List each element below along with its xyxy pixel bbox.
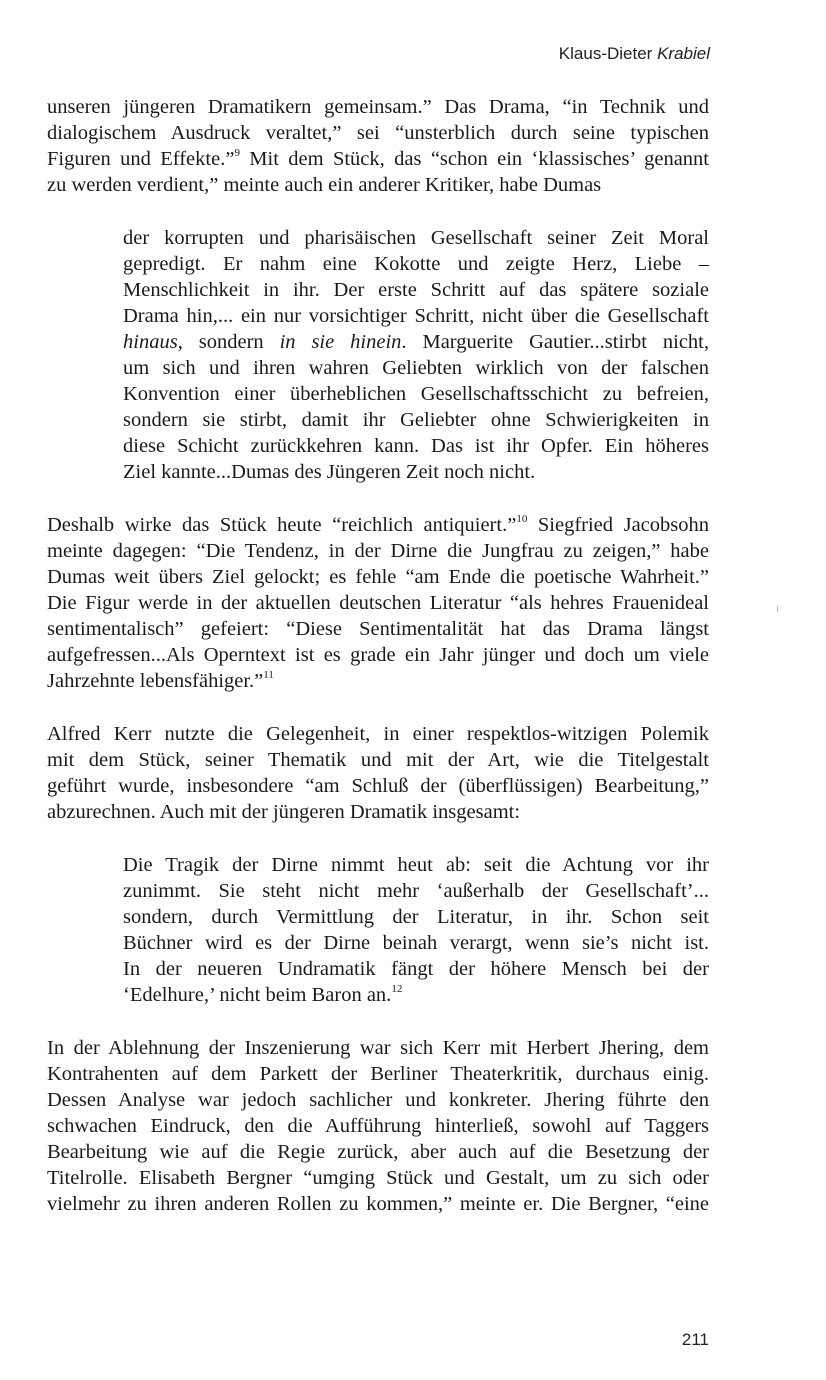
quote-line: um sich und ihren wahren Geliebten wirklich von der falschen <box>123 357 709 379</box>
text-line: zu werden verdient,” meinte auch ein anderer Kritiker, habe Dumas <box>47 174 602 196</box>
text-line: vielmehr zu ihren anderen Rollen zu kommen,” meinte er. Die Bergner, “eine <box>47 1193 709 1215</box>
text-line: Kontrahenten auf dem Parkett der Berliner Theaterkritik, durchaus einig. <box>47 1063 709 1085</box>
text-line: Dessen Analyse war jedoch sachlicher und konkreter. Jhering führte den <box>47 1089 709 1111</box>
quote-line: ‘Edelhure,’ nicht beim Baron an.$^{12}$ <box>123 983 403 1006</box>
quote-line: der korrupten und pharisäischen Gesellschaft seiner Zeit Moral <box>123 227 709 249</box>
header-author-first: Klaus-Dieter <box>558 44 653 63</box>
text-line: Jahrzehnte lebensfähiger.”$^{11}$ <box>47 669 274 692</box>
quote-line: Büchner wird es der Dirne beinah verargt, wenn sie’s nicht ist. <box>123 932 709 954</box>
quote-line: hinaus, sondern in sie hinein. Marguerite Gautier...stirbt nicht, <box>123 331 709 353</box>
text-line: Dumas weit übers Ziel gelockt; es fehle “am Ende die poetische Wahrheit.” <box>47 566 709 588</box>
text-line: aufgefressen...Als Operntext ist es grade ein Jahr jünger und doch um viele <box>47 644 709 666</box>
footnote-ref-12: 12 <box>391 983 403 995</box>
text-line: mit dem Stück, seiner Thematik und mit der Art, wie die Titelgestalt <box>47 749 709 771</box>
text-line: In der Ablehnung der Inszenierung war sich Kerr mit Herbert Jhering, dem <box>47 1037 709 1059</box>
quote-line: Ziel kannte...Dumas des Jüngeren Zeit noch nicht. <box>123 461 536 483</box>
paragraph-1 <box>47 94 709 198</box>
text-line: sentimentalisch” gefeiert: “Diese Sentimentalität hat das Drama längst <box>47 618 709 640</box>
running-header <box>559 44 710 64</box>
quote-line: In der neueren Undramatik fängt der höhere Mensch bei der <box>123 958 709 980</box>
text-line: meinte dagegen: “Die Tendenz, in der Dirne die Jungfrau zu zeigen,” habe <box>47 540 709 562</box>
quote-line: Menschlichkeit in ihr. Der erste Schritt auf das spätere soziale <box>123 279 709 301</box>
text-line: Die Figur werde in der aktuellen deutschen Literatur “als hehres Frauenideal <box>47 592 709 614</box>
footnote-ref-9: 9 <box>234 147 240 159</box>
text-line: geführt wurde, insbesondere “am Schluß der (überflüssigen) Bearbeitung,” <box>47 775 709 797</box>
quote-line: Die Tragik der Dirne nimmt heut ab: seit die Achtung vor ihr <box>123 854 709 876</box>
quote-line: Drama hin,... ein nur vorsichtiger Schritt, nicht über die Gesellschaft <box>123 305 709 327</box>
quote-line: gepredigt. Er nahm eine Kokotte und zeigte Herz, Liebe – <box>123 253 709 275</box>
quote-line: diese Schicht zurückkehren kann. Das ist ihr Opfer. Ein höheres <box>123 435 709 457</box>
quote-line: zunimmt. Sie steht nicht mehr ‘außerhalb der Gesellschaft’... <box>123 880 709 902</box>
text-line: Alfred Kerr nutzte die Gelegenheit, in einer respektlos-witzigen Polemik <box>47 723 709 745</box>
paragraph-2 <box>47 512 709 694</box>
paragraph-4 <box>47 1035 709 1217</box>
quote-line: sondern sie stirbt, damit ihr Geliebter ohne Schwierigkeiten in <box>123 409 709 431</box>
text-line: Deshalb wirke das Stück heute “reichlich antiquiert.”$^{10}$ Siegfried Jacobsohn <box>47 513 710 536</box>
quote-line: Konvention einer überheblichen Gesellschaftsschicht zu befreien, <box>123 383 709 405</box>
quote-line: sondern, durch Vermittlung der Literatur, in ihr. Schon seit <box>123 906 709 928</box>
text-line: abzurechnen. Auch mit der jüngeren Dramatik insgesamt: <box>47 801 521 823</box>
text-line: Titelrolle. Elisabeth Bergner “umging Stück und Gestalt, um zu sich oder <box>47 1167 709 1189</box>
block-quote-2 <box>123 852 709 1008</box>
footnote-ref-11: 11 <box>263 669 274 681</box>
block-quote-1 <box>123 225 709 485</box>
text-line: unseren jüngeren Dramatikern gemeinsam.” Das Drama, “in Technik und <box>47 96 709 118</box>
margin-mark <box>777 606 778 612</box>
text-line: Figuren und Effekte.”$^9$ Mit dem Stück, das “schon ein ‘klassisches’ genannt <box>47 147 710 170</box>
footnote-ref-10: 10 <box>516 513 528 525</box>
paragraph-3 <box>47 721 709 825</box>
text-line: dialogischem Ausdruck veraltet,” sei “unsterblich durch seine typischen <box>47 122 709 144</box>
text-line: Bearbeitung wie auf die Regie zurück, aber auch auf die Besetzung der <box>47 1141 709 1163</box>
page-number: 211 <box>681 1330 709 1349</box>
text-line: schwachen Eindruck, den die Aufführung hinterließ, sowohl auf Taggers <box>47 1115 709 1137</box>
body-text <box>47 94 709 1217</box>
header-author-last: Krabiel <box>657 44 710 63</box>
